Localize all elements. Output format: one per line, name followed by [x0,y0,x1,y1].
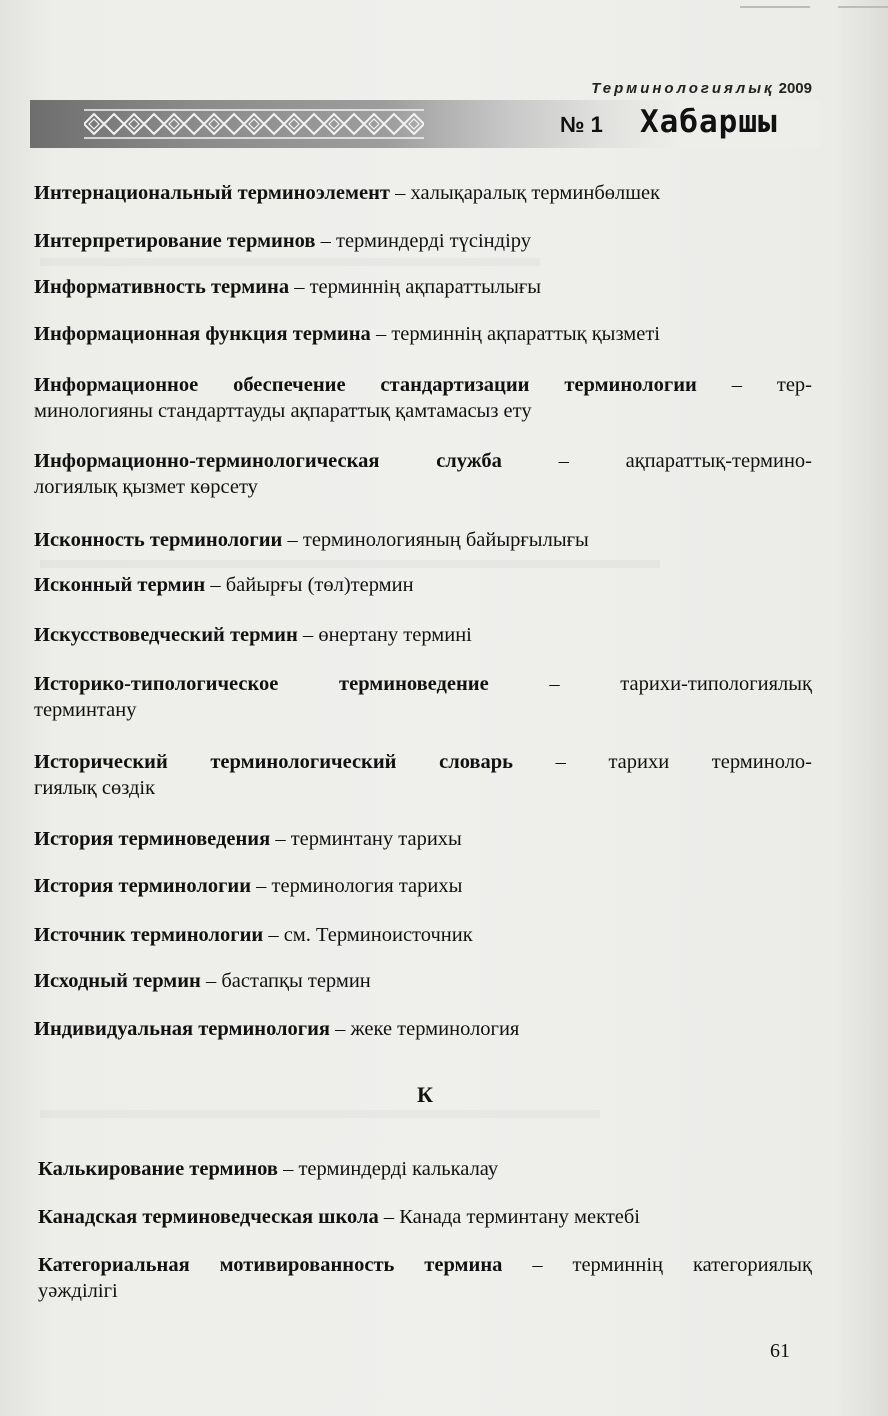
dictionary-entry: Источник терминологии – см. Терминоисточник [34,924,473,946]
dictionary-entry: Историко-типологическое терминоведение – тарихи-типологиялық терминтану [34,673,813,721]
scan-edge-line [740,6,810,8]
dictionary-entry: Информационно-терминологическая служба – ақпараттық-термино- логиялық қызмет көрсету [34,450,813,498]
bleed-through-mark [40,560,660,568]
bleed-through-mark [40,1110,600,1118]
dictionary-entry: Интерпретирование терминов – терминдерді түсіндіру [34,230,532,252]
issue-number: № 1 [560,112,603,137]
page-number: 61 [770,1340,790,1362]
dictionary-entry: Информационное обеспечение стандартизации терминологии – тер- минологияны стандарттауды ақпараттық қамтамасыз ету [34,374,812,422]
journal-main-title: Хабаршы [640,104,778,140]
journal-year: 2009 [778,80,812,97]
dictionary-entry: Калькирование терминов – терминдерді калькалау [38,1158,499,1180]
journal-name [560,80,812,97]
dictionary-entry: История терминоведения – терминтану тарихы [34,828,462,850]
dictionary-entry: Информативность термина – терминнің ақпараттылығы [34,276,542,298]
dictionary-entry: Индивидуальная терминология – жеке терминология [34,1018,520,1040]
journal-title: Терминологиялық [591,80,775,97]
dictionary-entry: Исконность терминологии – терминологияның байырғылығы [34,529,589,551]
scan-edge-line [838,6,888,8]
dictionary-entry: Исходный термин – бастапқы термин [34,970,371,992]
dictionary-entry: Искусствоведческий термин – өнертану термині [34,624,472,646]
section-letter: К [417,1082,433,1107]
dictionary-entry: Канадская терминоведческая школа – Канада терминтану мектебі [38,1206,641,1228]
dictionary-entry: Информационная функция термина – терминнің ақпараттық қызметі [34,323,660,345]
dictionary-entry: Интернациональный терминоэлемент – халықаралық терминбөлшек [34,182,661,204]
dictionary-entry: Исторический терминологический словарь – тарихи терминоло- гиялық сөздік [34,751,813,799]
ornament-pattern-icon [84,104,424,144]
dictionary-entry: История терминологии – терминология тарихы [34,875,463,897]
dictionary-entry: Исконный термин – байырғы (төл)термин [34,574,414,596]
dictionary-entry: Категориальная мотивированность термина – терминнің категориялық уәжділігі [38,1254,812,1302]
bleed-through-mark [40,258,540,266]
